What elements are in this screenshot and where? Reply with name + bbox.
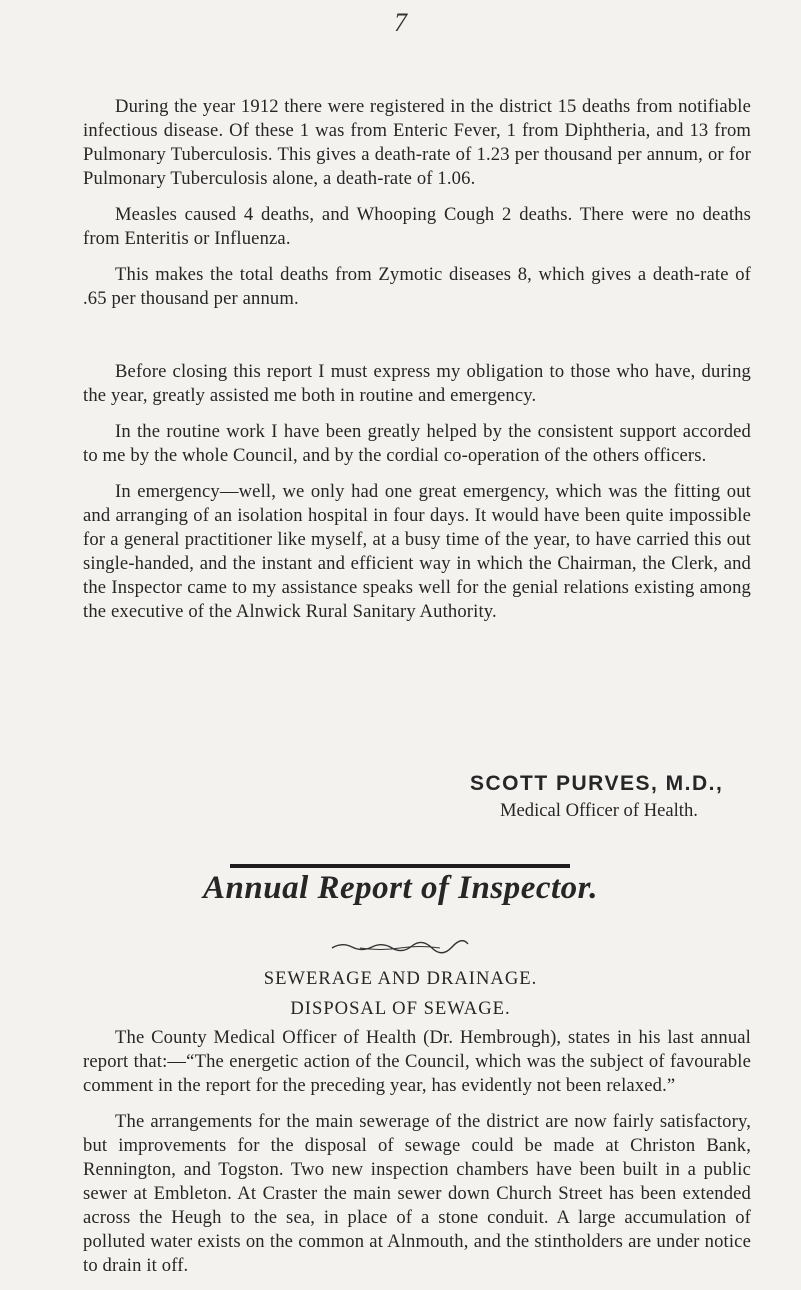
signature-block <box>470 770 760 824</box>
section-heading: Annual Report of Inspector. <box>203 870 598 906</box>
subheading-disposal-of-sewage: DISPOSAL OF SEWAGE. <box>290 998 511 1019</box>
signatory-title: Medical Officer of Health. <box>500 800 698 821</box>
paragraph-notifiable-deaths: During the year 1912 there were registered in the district 15 deaths from notifiable infectious disease. Of these 1 was from Enteric Fever, 1 from Diphtheria, and 13 from Pulmonary Tuberculosis. This gives a death-rate of 1.23 per thousand per annum, or for Pulmonary Tuberculosis alone, a death-rate of 1.06. <box>83 96 751 189</box>
paragraph-routine-work: In the routine work I have been greatly helped by the consistent support accorded to me by the whole Council, and by the cordial co-operation of the others officers. <box>83 421 751 466</box>
acknowledgements-section <box>83 360 751 636</box>
signatory-name: SCOTT PURVES, M.D., <box>470 772 724 795</box>
paragraph-sewerage-arrangements: The arrangements for the main sewerage of the district are now fairly satisfactory, but improvements for the disposal of sewage could be made at Christon Bank, Rennington, and Togston. Two new inspection chambers have been built in a public sewer at Embleton. At Craster the main sewer down Church Street has been extended across the Heugh to the sea, in place of a stone conduit. A large accumulation of polluted water exists on the common at Alnmouth, and the stintholders are under notice to drain it off. <box>83 1111 751 1276</box>
paragraph-county-report-quote: The County Medical Officer of Health (Dr. Hembrough), states in his last annual report that:—“The energetic action of the Council, which was the subject of favourable comment in the report for the preceding year, has evidently not been relaxed.” <box>83 1027 751 1096</box>
paragraph-measles-whooping-cough: Measles caused 4 deaths, and Whooping Cough 2 deaths. There were no deaths from Enteritis or Influenza. <box>83 204 751 249</box>
sewage-section <box>83 1026 751 1290</box>
paragraph-emergency: In emergency—well, we only had one great emergency, which was the fitting out and arranging of an isolation hospital in four days. It would have been quite impossible for a general practitioner like myself, at a busy time of the year, to have carried this out single-handed, and the instant and efficient way in which the Chairman, the Clerk, and the Inspector came to my assistance speaks well for the genial relations existing among the executive of the Alnwick Rural Sanitary Authority. <box>83 481 751 622</box>
decorative-flourish <box>330 940 470 954</box>
page-number: 7 <box>394 8 407 37</box>
infectious-disease-section <box>83 95 751 323</box>
paragraph-zymotic-total: This makes the total deaths from Zymotic diseases 8, which gives a death-rate of .65 per thousand per annum. <box>83 264 751 309</box>
paragraph-closing-obligation: Before closing this report I must express my obligation to those who have, during the year, greatly assisted me both in routine and emergency. <box>83 361 751 406</box>
subheading-sewerage-drainage: SEWERAGE AND DRAINAGE. <box>263 968 538 989</box>
section-divider-rule <box>230 864 570 868</box>
